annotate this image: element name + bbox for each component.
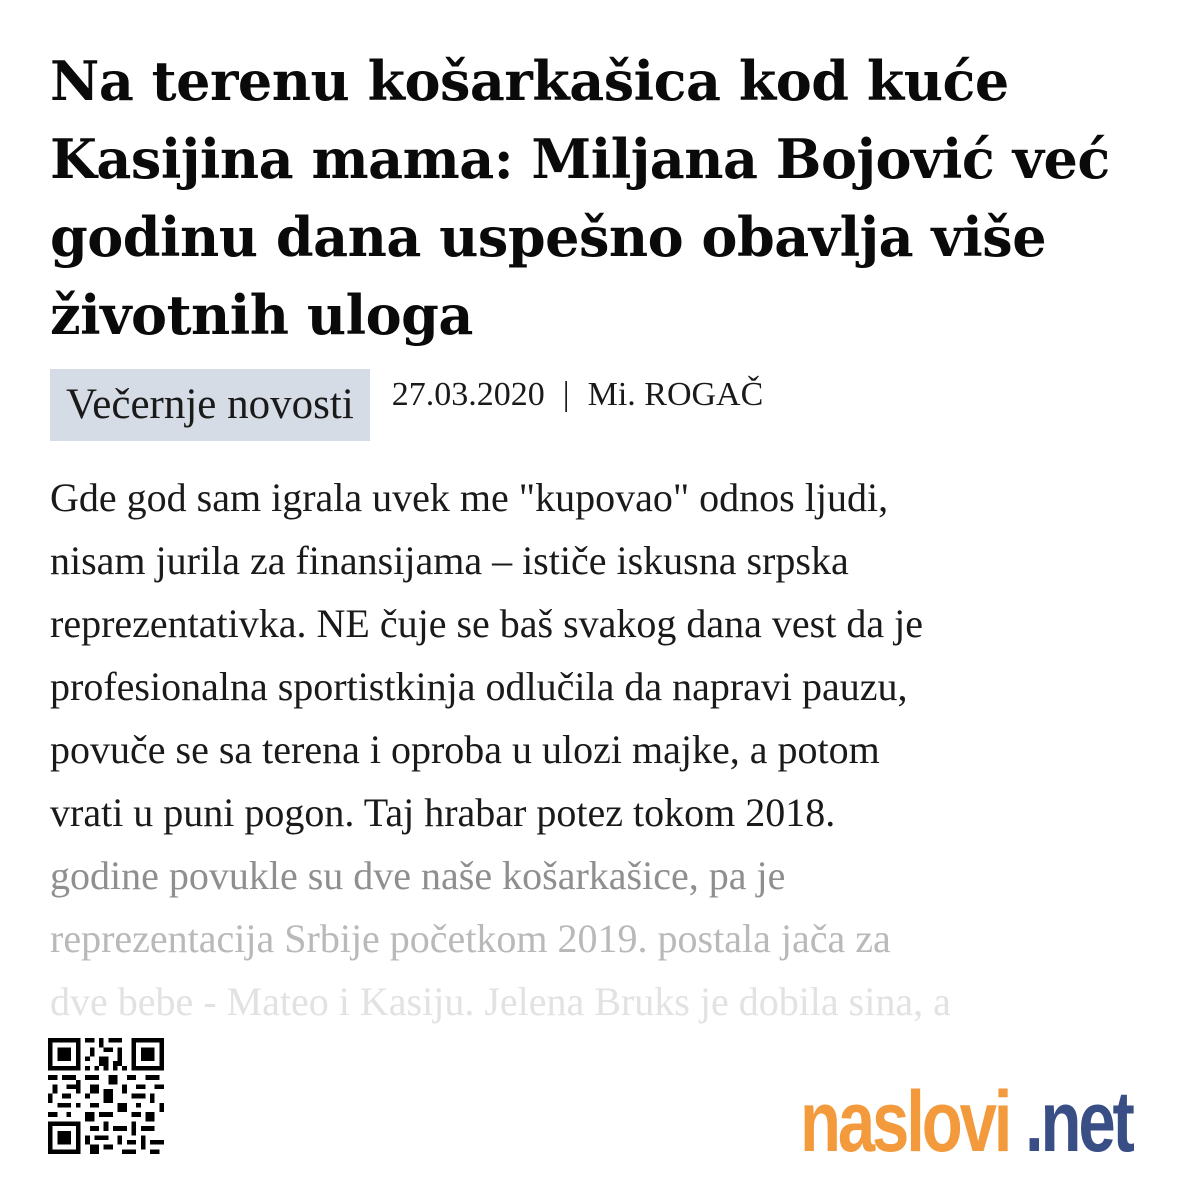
body-line: profesionalna sportistkinja odlučila da napravi pauzu, bbox=[50, 664, 908, 709]
body-line: nisam jurila za finansijama – ističe iskusna srpska bbox=[50, 538, 849, 583]
meta-separator: | bbox=[562, 376, 570, 413]
body-line-faded: godine povukle su dve naše košarkašice, pa je bbox=[50, 853, 786, 898]
body-line-faded: dve bebe - Mateo i Kasiju. Jelena Bruks je dobila sina, a bbox=[50, 979, 951, 1024]
body-line: Gde god sam igrala uvek me "kupovao" odnos ljudi, bbox=[50, 475, 889, 520]
body-line: povuče se sa terena i oproba u ulozi majke, a potom bbox=[50, 727, 880, 772]
logo-main-text: naslovi bbox=[800, 1074, 1010, 1170]
article-headline: Na terenu košarkašica kod kuće Kasijina mama: Miljana Bojović već godinu dana uspešno obavlja više životnih uloga bbox=[50, 49, 1110, 347]
source-badge[interactable]: Večernje novosti bbox=[50, 369, 370, 441]
qr-code-icon[interactable] bbox=[48, 1038, 164, 1154]
author-name: Mi. ROGAČ bbox=[587, 376, 764, 413]
article-meta bbox=[50, 369, 763, 441]
publish-date: 27.03.2020 bbox=[391, 376, 545, 413]
body-line-faded: reprezentacija Srbije početkom 2019. postala jača za bbox=[50, 916, 891, 961]
naslovi-logo[interactable] bbox=[800, 1055, 1170, 1170]
logo-net-text: .net bbox=[1025, 1074, 1132, 1170]
article-body bbox=[50, 466, 1160, 1026]
body-line: reprezentativka. NE čuje se baš svakog dana vest da je bbox=[50, 601, 923, 646]
body-line: vrati u puni pogon. Taj hrabar potez tokom 2018. bbox=[50, 790, 836, 835]
